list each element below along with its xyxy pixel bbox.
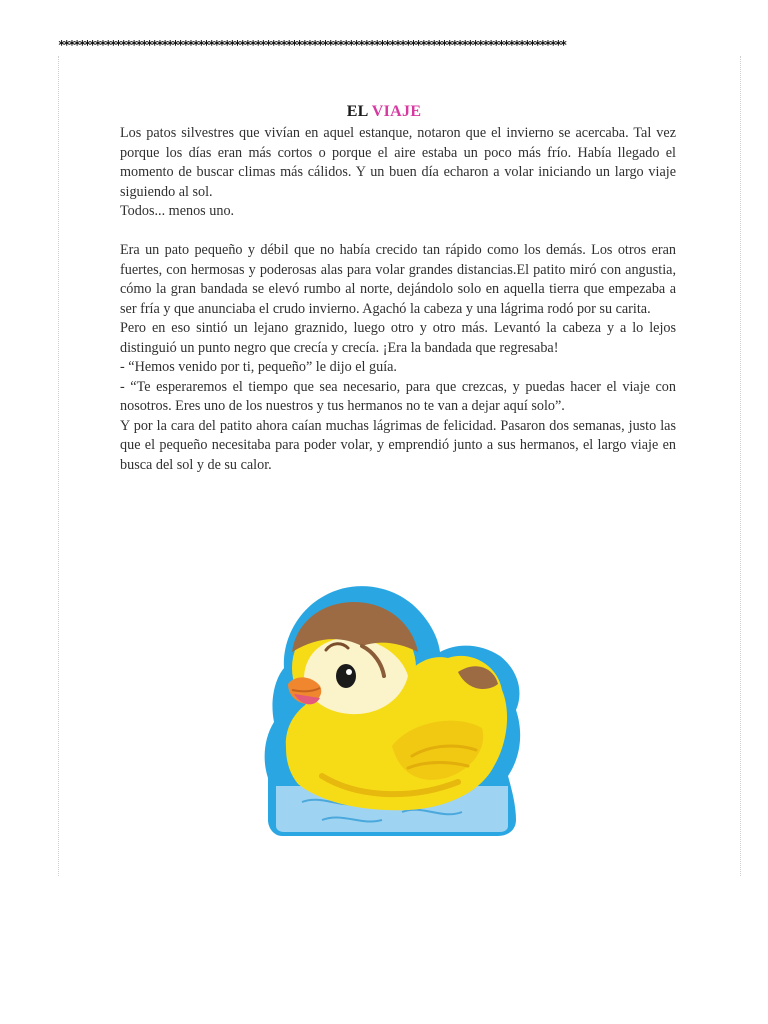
story-paragraph: Era un pato pequeño y débil que no había crecido tan rápido como los demás. Los otros eran fuertes, con hermosas y poderosas alas para volar grandes distancias.El patito miró con angustia, cómo la gran bandada se elevó rumbo al norte, dejándolo solo en aquella tierra que empezaba a ser fría y que anunciaba el crudo invierno. Agachó la cabeza y una lágrima rodó por su carita.: [120, 242, 676, 317]
story-paragraph: Los patos silvestres que vivían en aquel estanque, notaron que el invierno se acercaba. Tal vez porque los días eran más cortos o porque el aire estaba un poco más frío. Había llegado el momento de buscar climas más cálidos. Y un buen día echaron a volar iniciando un largo viaje siguiendo al sol.: [120, 125, 676, 200]
story-paragraph: Pero en eso sintió un lejano graznido, luego otro y otro más. Levantó la cabeza y a lo lejos distinguió un punto negro que crecía y crecía. ¡Era la bandada que regresaba!: [120, 320, 676, 356]
story-body: [120, 124, 676, 475]
paragraph-gap: [120, 222, 676, 242]
star-border-top: **************************************************************************************************: [58, 38, 566, 52]
page-frame-left: [58, 56, 59, 876]
story-title: [0, 103, 768, 121]
story-paragraph: Y por la cara del patito ahora caían muchas lágrimas de felicidad. Pasaron dos semanas, justo las que el pequeño necesitaba para poder volar, y emprendió junto a sus hermanos, el largo viaje en busca del sol y de su calor.: [120, 417, 676, 473]
page-frame-right: [740, 56, 741, 876]
title-word-viaje: VIAJE: [371, 103, 422, 120]
rubber-duck-illustration: [262, 580, 524, 836]
title-word-el: EL: [346, 103, 368, 120]
story-paragraph: - “Te esperaremos el tiempo que sea necesario, para que crezcas, y puedas hacer el viaje con nosotros. Eres uno de los nuestros y tus hermanos no te van a dejar aquí solo”.: [120, 378, 676, 414]
story-paragraph: - “Hemos venido por ti, pequeño” le dijo el guía.: [120, 359, 397, 375]
story-paragraph: Todos... menos uno.: [120, 203, 235, 219]
duck-eye: [336, 664, 356, 688]
